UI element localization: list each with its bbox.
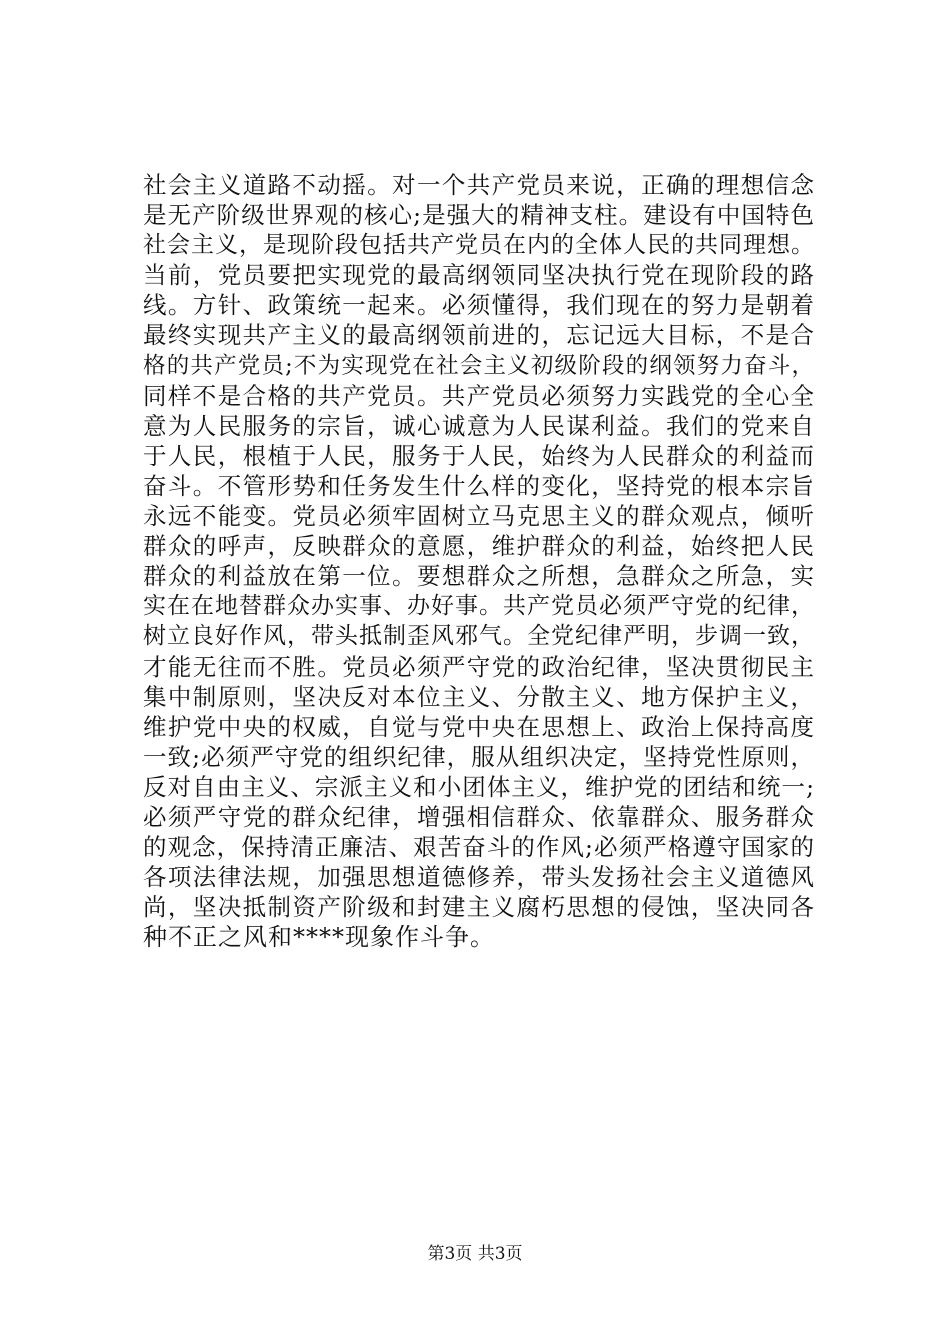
text-line: 是无产阶级世界观的核心;是强大的精神支柱。建设有中国特色 <box>143 201 815 230</box>
text-line: 社会主义道路不动摇。对一个共产党员来说，正确的理想信念 <box>143 171 815 199</box>
text-line: 同样不是合格的共产党员。共产党员必须努力实践党的全心全 <box>143 381 815 410</box>
text-line: 尚，坚决抵制资产阶级和封建主义腐朽思想的侵蚀，坚决同各 <box>143 893 815 922</box>
text-line: 最终实现共产主义的最高纲领前进的，忘记远大目标，不是合 <box>143 321 815 350</box>
text-line: 各项法律法规，加强思想道德修养，带头发扬社会主义道德风 <box>143 863 815 892</box>
text-line: 集中制原则，坚决反对本位主义、分散主义、地方保护主义， <box>143 682 815 711</box>
text-line: 奋斗。不管形势和任务发生什么样的变化，坚持党的根本宗旨 <box>143 471 815 500</box>
text-line: 才能无往而不胜。党员必须严守党的政治纪律，坚决贯彻民主 <box>143 652 815 681</box>
text-line: 线。方针、政策统一起来。必须懂得，我们现在的努力是朝着 <box>143 291 815 320</box>
text-line: 群众的利益放在第一位。要想群众之所想，急群众之所急，实 <box>143 562 815 591</box>
text-line: 社会主义，是现阶段包括共产党员在内的全体人民的共同理想。 <box>143 232 815 259</box>
text-line: 的观念，保持清正廉洁、艰苦奋斗的作风;必须严格遵守国家的 <box>143 833 815 862</box>
text-line: 种不正之风和****现象作斗争。 <box>143 923 495 952</box>
text-line: 实在在地替群众办实事、办好事。共产党员必须严守党的纪律， <box>143 593 815 620</box>
text-line: 于人民，根植于人民，服务于人民，始终为人民群众的利益而 <box>143 441 815 470</box>
page-footer: 第3页 共3页 <box>427 1244 523 1264</box>
text-line: 当前，党员要把实现党的最高纲领同坚决执行党在现阶段的路 <box>143 261 815 290</box>
text-line: 意为人民服务的宗旨，诚心诚意为人民谋利益。我们的党来自 <box>143 411 815 440</box>
text-line: 必须严守党的群众纪律，增强相信群众、依靠群众、服务群众 <box>143 802 815 831</box>
body-text <box>143 170 815 952</box>
text-line: 树立良好作风，带头抵制歪风邪气。全党纪律严明，步调一致， <box>143 623 815 650</box>
text-line: 群众的呼声，反映群众的意愿，维护群众的利益，始终把人民 <box>143 532 815 561</box>
text-line: 维护党中央的权威，自觉与党中央在思想上、政治上保持高度 <box>143 712 815 741</box>
text-line: 一致;必须严守党的组织纪律，服从组织决定，坚持党性原则， <box>143 742 815 771</box>
text-line: 格的共产党员;不为实现党在社会主义初级阶段的纲领努力奋斗， <box>143 352 815 379</box>
text-line: 反对自由主义、宗派主义和小团体主义，维护党的团结和统一; <box>143 772 815 801</box>
text-line: 永远不能变。党员必须牢固树立马克思主义的群众观点，倾听 <box>143 502 815 531</box>
